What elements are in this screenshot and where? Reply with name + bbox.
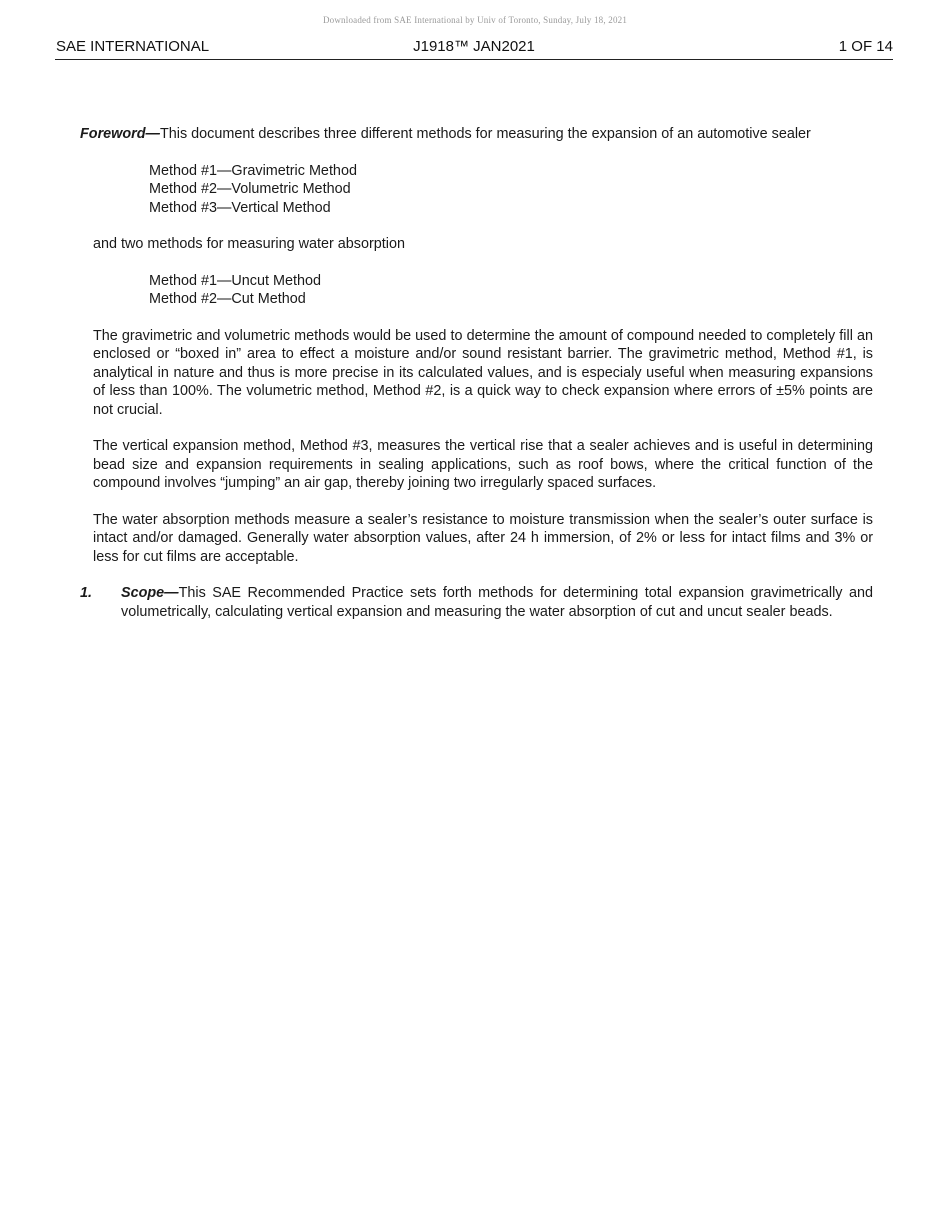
page-number: 1 OF 14 xyxy=(838,38,893,55)
foreword-intro xyxy=(80,125,873,144)
publisher-name: SAE INTERNATIONAL xyxy=(56,38,210,55)
document-id: J1918™ JAN2021 xyxy=(413,38,535,55)
paragraph-water-absorption: The water absorption methods measure a sealer’s resistance to moisture transmission when the sealer’s outer surface is intact and/or damaged. Generally water absorption values, after 24 h immersion, of 2% or less for intact films and 3% or less for cut films are acceptable. xyxy=(93,511,873,565)
section-number: 1. xyxy=(80,585,93,601)
scope-heading: Scope— xyxy=(121,585,179,601)
document-body xyxy=(80,125,873,621)
paragraph-gravimetric-volumetric: The gravimetric and volumetric methods would be used to determine the amount of compound needed to completely fill an enclosed or “boxed in” area to effect a moisture and/or sound resistant barrier. The gravimetric method, Method #1, is analytical in nature and thus is more precise in its calculated values, and is especialy useful when measuring expansions of less than 100%. The volumetric method, Method #2, is a quick way to check expansion where errors of ±5% points are not crucial. xyxy=(93,327,873,418)
absorption-method-list xyxy=(149,272,873,309)
page-header xyxy=(55,38,893,60)
list-item: Method #2—Volumetric Method xyxy=(149,181,351,197)
list-item: Method #2—Cut Method xyxy=(149,291,306,307)
scope-section xyxy=(80,584,873,621)
foreword-heading: Foreword— xyxy=(80,126,160,142)
list-item: Method #3—Vertical Method xyxy=(149,199,331,216)
list-item: Method #1—Uncut Method xyxy=(149,272,321,289)
list-item: Method #1—Gravimetric Method xyxy=(149,162,357,179)
foreword-intro-text: This document describes three different methods for measuring the expansion of an automotive sealer xyxy=(159,126,811,142)
absorption-intro: and two methods for measuring water absorption xyxy=(93,236,405,252)
scope-text: This SAE Recommended Practice sets forth methods for determining total expansion gravimetrically and volumetrically, calculating vertical expansion and measuring the water absorption of cut and uncut sealer beads. xyxy=(121,585,873,620)
expansion-method-list xyxy=(149,162,873,218)
download-watermark: Downloaded from SAE International by Univ of Toronto, Sunday, July 18, 2021 xyxy=(322,15,628,25)
paragraph-vertical-expansion: The vertical expansion method, Method #3, measures the vertical rise that a sealer achieves and is useful in determining bead size and expansion requirements in sealing applications, such as roof bows, where the critical function of the compound involves “jumping” an air gap, thereby joining two irregularly spaced surfaces. xyxy=(93,438,873,491)
